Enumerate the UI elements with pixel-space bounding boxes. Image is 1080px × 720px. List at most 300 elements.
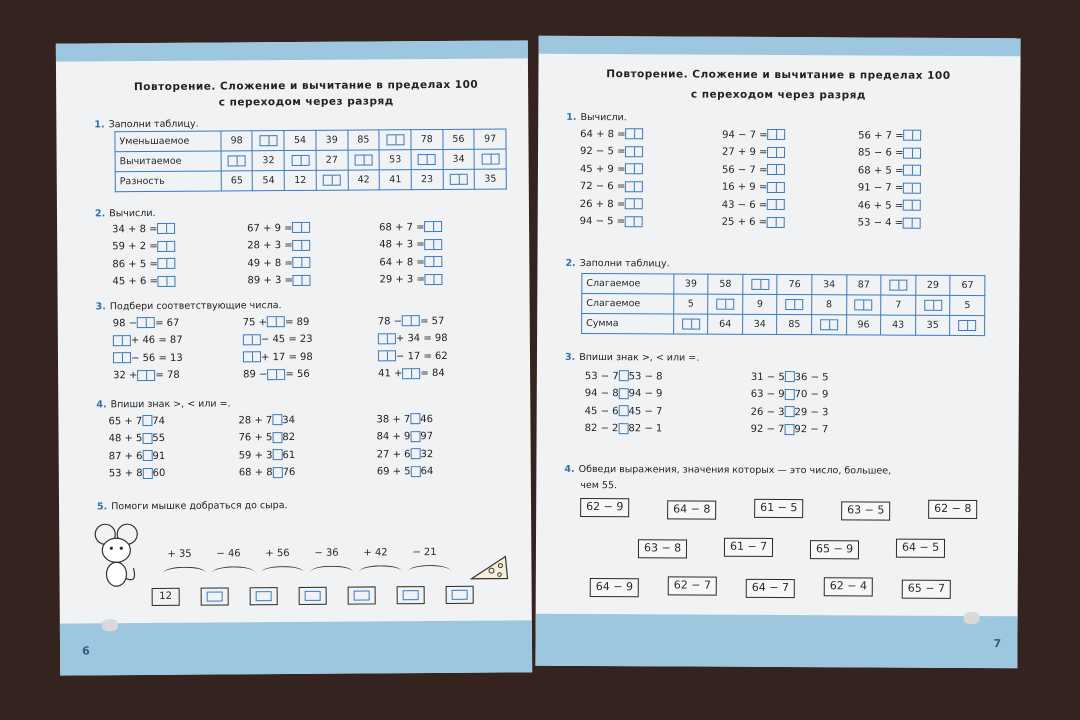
comparison-row — [109, 450, 166, 468]
expression-row — [858, 199, 921, 217]
answer-box[interactable] — [425, 238, 443, 249]
answer-box[interactable] — [243, 334, 261, 345]
answer-box[interactable] — [157, 223, 175, 234]
answer-box[interactable] — [158, 258, 176, 269]
sign-box[interactable] — [785, 389, 795, 400]
comparison-row — [377, 431, 434, 449]
chain-answer-box[interactable] — [299, 587, 327, 605]
expression-row — [112, 258, 176, 276]
expression-row — [379, 256, 443, 274]
empty-cell[interactable] — [443, 169, 475, 189]
answer-box[interactable] — [228, 155, 246, 166]
expression-text: 34 + 8 = — [112, 223, 158, 235]
expression-text: 16 + 9 = — [721, 181, 768, 193]
expression-row — [247, 239, 311, 257]
sign-box[interactable] — [273, 467, 283, 478]
comparison-row — [239, 466, 296, 484]
expression-text: 89 + 3 = — [247, 275, 293, 287]
row-label: Сумма — [582, 313, 674, 333]
ex3-column — [243, 316, 313, 386]
chain-operation: + 42 — [363, 547, 388, 559]
expression-text: 46 + 5 = — [857, 199, 904, 212]
expression-row — [379, 273, 443, 291]
ex4-column — [238, 414, 295, 484]
expression-row — [858, 217, 921, 235]
ex2-column — [247, 222, 311, 292]
row-label: Разность — [115, 171, 221, 192]
answer-box[interactable] — [402, 368, 420, 379]
comparison-left: 53 + 8 — [108, 468, 143, 480]
answer-box[interactable] — [293, 274, 311, 285]
comparison-row — [585, 422, 663, 440]
comparison-right: 97 — [420, 431, 434, 443]
table-cell: 54 — [284, 130, 316, 150]
answer-box[interactable] — [625, 198, 643, 209]
empty-cell[interactable] — [411, 149, 443, 169]
answer-box[interactable] — [113, 335, 131, 346]
answer-box[interactable] — [626, 128, 644, 139]
empty-cell[interactable] — [812, 315, 847, 335]
chain-operation: + 56 — [265, 548, 290, 560]
answer-box[interactable] — [386, 134, 404, 145]
table-cell: 98 — [221, 131, 253, 151]
expression-card[interactable]: 64 − 5 — [896, 539, 945, 558]
expression-card[interactable]: 61 − 7 — [724, 538, 773, 557]
equation-row — [243, 351, 313, 369]
empty-cell[interactable] — [673, 314, 708, 334]
cheese-illustration — [469, 553, 509, 583]
equation-row — [378, 332, 448, 350]
comparison-row — [376, 413, 433, 431]
expression-text: 26 + 8 = — [579, 198, 626, 210]
chain-operation: − 21 — [412, 547, 437, 559]
empty-cell[interactable] — [743, 274, 778, 294]
comparison-left: 48 + 5 — [108, 433, 143, 445]
expression-text: 29 + 3 = — [379, 274, 425, 286]
equation-part: 41 + — [378, 368, 403, 380]
expression-text: 56 − 7 = — [721, 164, 768, 176]
answer-box[interactable] — [137, 317, 155, 328]
answer-box[interactable] — [293, 239, 311, 250]
equation-row — [113, 369, 183, 387]
comparison-left: 59 + 3 — [238, 449, 273, 461]
answer-box[interactable] — [855, 299, 873, 310]
answer-box[interactable] — [292, 222, 310, 233]
exercise-4-heading-line2: чем 55. — [580, 479, 618, 492]
sign-box[interactable] — [410, 431, 420, 442]
answer-box[interactable] — [903, 217, 921, 228]
answer-box[interactable] — [293, 257, 311, 268]
bottom-band — [60, 620, 532, 675]
chain-arrow — [408, 565, 450, 577]
table-cell: 23 — [411, 169, 443, 189]
answer-box[interactable] — [450, 174, 468, 185]
sign-box[interactable] — [142, 432, 152, 443]
table-cell: 12 — [284, 170, 316, 190]
equation-part: − 17 = 62 — [395, 350, 448, 362]
expression-card[interactable]: 62 − 8 — [928, 500, 977, 519]
sign-box[interactable] — [410, 413, 420, 424]
answer-box[interactable] — [820, 319, 838, 330]
table-cell: 56 — [443, 129, 475, 149]
equation-row — [113, 352, 183, 370]
empty-cell[interactable] — [474, 149, 506, 169]
chain-operation: − 36 — [314, 547, 339, 559]
expression-text: 72 − 6 = — [579, 180, 626, 193]
equation-part: − 45 = 23 — [260, 333, 313, 346]
exercise-4-heading: 4. Впиши знак >, < или =. — [96, 398, 231, 411]
empty-cell[interactable] — [379, 130, 411, 150]
expression-text: 25 + 6 = — [721, 216, 768, 228]
row-label: Уменьшаемое — [115, 131, 221, 152]
equation-row — [243, 368, 313, 386]
answer-box[interactable] — [889, 280, 907, 291]
expression-text: 43 − 6 = — [721, 199, 768, 211]
expression-row — [722, 129, 785, 147]
comparison-right: 32 — [420, 448, 434, 460]
answer-box[interactable] — [751, 279, 769, 290]
answer-box[interactable] — [137, 369, 155, 380]
comparison-left: 28 + 7 — [238, 414, 273, 426]
expression-row — [722, 164, 785, 182]
comparison-row — [585, 387, 663, 405]
empty-cell[interactable] — [221, 151, 253, 171]
exercise-4-heading: 4. Обведи выражения, значения которых — это число, большее, — [564, 463, 892, 477]
chain-answer-box[interactable] — [397, 586, 425, 604]
equation-part: = 67 — [155, 317, 180, 329]
sign-box[interactable] — [142, 415, 152, 426]
answer-box[interactable] — [113, 352, 131, 363]
answer-box[interactable] — [767, 181, 785, 192]
ex3-column — [751, 371, 829, 441]
table-cell: 87 — [846, 275, 881, 295]
answer-box[interactable] — [682, 318, 700, 329]
comparison-right: 46 — [420, 413, 434, 425]
answer-box[interactable] — [767, 216, 785, 227]
empty-cell[interactable] — [777, 294, 812, 314]
sign-box[interactable] — [618, 405, 628, 416]
table-cell: 7 — [881, 295, 916, 315]
row-label: Вычитаемое — [115, 151, 221, 172]
chain-answer-box[interactable] — [348, 586, 376, 604]
answer-box[interactable] — [903, 130, 921, 141]
exercise-5-heading: 5. Помоги мышке добраться до сыра. — [96, 500, 288, 513]
table-cell: 58 — [708, 274, 743, 294]
table-cell: 34 — [443, 149, 475, 169]
comparison-left: 31 − 5 — [750, 371, 785, 383]
table-cell: 39 — [674, 274, 709, 294]
top-band — [56, 40, 528, 61]
comparison-left: 76 + 5 — [238, 432, 273, 444]
chain-answer-box[interactable] — [201, 587, 229, 605]
empty-cell[interactable] — [316, 170, 348, 190]
exercise-2-heading: 2. Вычисли. — [94, 207, 156, 220]
empty-cell[interactable] — [846, 295, 881, 315]
sign-box[interactable] — [785, 371, 795, 382]
empty-cell[interactable] — [284, 150, 316, 170]
comparison-right: 61 — [282, 449, 296, 461]
sign-box[interactable] — [784, 424, 794, 435]
expression-card[interactable]: 65 − 9 — [810, 540, 859, 559]
expression-text: 92 − 5 = — [580, 145, 626, 158]
ex2-column — [112, 223, 176, 293]
answer-box[interactable] — [425, 256, 443, 267]
comparison-right: 36 − 5 — [794, 371, 829, 383]
ex3-column — [113, 317, 183, 387]
sign-box[interactable] — [618, 423, 628, 434]
table-cell: 96 — [846, 315, 881, 335]
chain-arrow — [359, 565, 401, 577]
expression-row — [580, 128, 643, 146]
expression-row — [112, 275, 176, 293]
comparison-left: 27 + 6 — [376, 448, 411, 460]
exercise-3-heading: 3. Подбери соответствующие числа. — [95, 300, 282, 313]
answer-box[interactable] — [768, 129, 786, 140]
answer-box[interactable] — [767, 164, 785, 175]
equation-row — [243, 333, 313, 351]
expression-row — [858, 164, 921, 182]
expression-row — [247, 222, 311, 240]
comparison-right: 82 — [282, 431, 296, 444]
sign-box[interactable] — [272, 414, 282, 425]
empty-cell[interactable] — [708, 294, 743, 314]
answer-box[interactable] — [625, 163, 643, 174]
equation-part: 78 − — [377, 315, 403, 327]
answer-box[interactable] — [481, 154, 499, 165]
equation-part: = 84 — [420, 367, 445, 380]
chain-operation: + 35 — [167, 548, 192, 560]
chain-arrow — [261, 566, 303, 578]
expression-text: 28 + 3 = — [247, 240, 293, 252]
answer-box[interactable] — [243, 351, 261, 362]
answer-box[interactable] — [267, 316, 285, 327]
sign-box[interactable] — [619, 388, 629, 399]
comparison-right: 34 — [282, 414, 296, 426]
comparison-left: 94 − 8 — [584, 387, 619, 400]
equation-part: = 57 — [420, 315, 445, 327]
table-cell: 35 — [474, 169, 506, 189]
answer-box[interactable] — [267, 369, 285, 380]
equation-part: 32 + — [113, 370, 138, 382]
exercise-2-heading: 2. Заполни таблицу. — [565, 257, 670, 270]
answer-box[interactable] — [903, 147, 921, 158]
equation-row — [113, 334, 183, 352]
empty-cell[interactable] — [915, 295, 950, 315]
chain-arrow — [212, 566, 254, 578]
empty-cell[interactable] — [881, 275, 916, 295]
chain-start-box: 12 — [152, 588, 180, 606]
expression-text: 94 − 7 = — [722, 129, 768, 141]
left-page — [56, 40, 532, 675]
expression-row — [379, 238, 443, 256]
expression-text: 53 − 4 = — [857, 217, 904, 229]
answer-box[interactable] — [767, 199, 785, 210]
expression-card[interactable]: 62 − 4 — [824, 577, 873, 596]
expression-text: 85 − 6 = — [858, 147, 904, 159]
exercise-3-heading: 3. Впиши знак >, < или =. — [564, 351, 700, 364]
answer-box[interactable] — [418, 154, 436, 165]
top-band — [539, 36, 1021, 57]
comparison-right: 45 − 7 — [628, 405, 663, 417]
comparison-right: 55 — [152, 432, 166, 444]
expression-row — [858, 147, 921, 165]
expression-row — [722, 181, 785, 199]
equation-part: = 89 — [285, 316, 310, 328]
expression-card[interactable]: 64 − 8 — [667, 500, 716, 519]
sign-box[interactable] — [411, 466, 421, 477]
answer-box[interactable] — [425, 273, 443, 284]
sign-box[interactable] — [410, 448, 420, 459]
table-row — [582, 273, 985, 295]
expression-row — [858, 129, 921, 147]
answer-box[interactable] — [354, 154, 372, 165]
expression-text: 94 − 5 = — [579, 215, 626, 228]
page-number: 7 — [993, 637, 1002, 651]
table-cell: 39 — [316, 130, 348, 150]
right-table — [581, 273, 985, 336]
expression-row — [247, 257, 311, 275]
equation-part: = 78 — [155, 369, 180, 381]
expression-text: 27 + 9 = — [722, 146, 768, 158]
expression-text: 64 + 8 = — [580, 128, 626, 140]
equation-row — [113, 317, 183, 335]
expression-row — [580, 145, 643, 163]
comparison-left: 92 − 7 — [750, 423, 785, 436]
expression-row — [722, 199, 785, 217]
table-cell: 65 — [221, 171, 253, 191]
comparison-right: 94 − 9 — [628, 388, 663, 400]
equation-part: 98 − — [112, 317, 138, 329]
answer-box[interactable] — [767, 146, 785, 157]
table-cell: 34 — [812, 275, 847, 295]
answer-box[interactable] — [903, 182, 921, 193]
answer-box[interactable] — [158, 240, 176, 251]
comparison-right: 74 — [152, 415, 166, 427]
table-cell: 76 — [777, 274, 812, 294]
table-cell: 78 — [411, 129, 443, 149]
answer-box[interactable] — [625, 216, 643, 227]
ex1-column — [858, 129, 922, 234]
comparison-right: 82 − 1 — [628, 423, 663, 435]
expression-row — [112, 223, 176, 241]
sign-box[interactable] — [619, 370, 629, 381]
expression-text: 86 + 5 = — [112, 258, 158, 270]
expression-card[interactable]: 63 − 8 — [638, 539, 687, 558]
expression-row — [580, 180, 643, 198]
answer-box[interactable] — [378, 350, 396, 361]
ex1-column — [722, 129, 786, 234]
sign-box[interactable] — [143, 467, 153, 478]
answer-box[interactable] — [259, 135, 277, 146]
ex4-column — [108, 415, 165, 485]
answer-box[interactable] — [958, 320, 976, 331]
expression-text: 91 − 7 = — [857, 182, 904, 194]
comparison-left: 53 − 7 — [584, 370, 619, 382]
ex3-column — [378, 315, 448, 385]
table-row — [582, 293, 985, 315]
empty-cell[interactable] — [252, 131, 284, 151]
paw-decoration — [102, 619, 118, 631]
table-cell: 32 — [253, 151, 285, 171]
answer-box[interactable] — [323, 175, 341, 186]
chain-arrow — [310, 566, 352, 578]
comparison-row — [239, 431, 296, 449]
answer-box[interactable] — [378, 333, 396, 344]
expression-text: 68 + 7 = — [379, 221, 425, 233]
answer-box[interactable] — [785, 299, 803, 310]
answer-box[interactable] — [716, 299, 734, 310]
comparison-row — [751, 371, 829, 389]
answer-box[interactable] — [625, 181, 643, 192]
equation-part: + 46 = 87 — [130, 334, 183, 347]
expression-text: 45 + 9 = — [579, 163, 626, 175]
expression-card[interactable]: 63 − 5 — [841, 501, 890, 520]
sign-box[interactable] — [142, 450, 152, 461]
comparison-right: 92 − 7 — [794, 424, 829, 436]
equation-part: 89 − — [243, 369, 268, 381]
sign-box[interactable] — [272, 449, 282, 460]
expression-row — [580, 198, 643, 216]
answer-box[interactable] — [903, 200, 921, 211]
sign-box[interactable] — [784, 406, 794, 417]
exercise-1-heading: 1. Вычисли. — [566, 111, 627, 124]
table-cell: 85 — [777, 314, 812, 334]
answer-box[interactable] — [291, 155, 309, 166]
comparison-left: 45 − 6 — [584, 405, 619, 417]
ex1-column — [580, 128, 644, 233]
row-label: Слагаемое — [582, 293, 674, 313]
answer-box[interactable] — [924, 300, 942, 311]
expression-row — [858, 182, 921, 200]
comparison-left: 87 + 6 — [108, 450, 143, 462]
paw-decoration — [964, 612, 980, 624]
comparison-row — [377, 448, 434, 466]
empty-cell[interactable] — [950, 315, 985, 335]
table-cell: 9 — [743, 294, 778, 314]
answer-box[interactable] — [903, 165, 921, 176]
comparison-row — [751, 423, 829, 441]
chain-answer-box[interactable] — [446, 586, 474, 604]
answer-box[interactable] — [158, 275, 176, 286]
comparison-right: 91 — [152, 450, 166, 462]
comparison-right: 60 — [152, 467, 166, 479]
chain-arrow — [163, 567, 205, 579]
expression-card[interactable]: 64 − 7 — [746, 579, 795, 598]
row-label: Слагаемое — [582, 273, 674, 293]
expression-card[interactable]: 62 − 7 — [668, 576, 717, 595]
expression-row — [580, 163, 643, 181]
table-cell: 85 — [347, 130, 379, 150]
comparison-right: 70 − 9 — [794, 389, 829, 401]
sign-box[interactable] — [272, 432, 282, 443]
expression-card[interactable]: 62 − 9 — [580, 498, 629, 517]
expression-text: 67 + 9 = — [247, 222, 293, 234]
chain-answer-box[interactable] — [250, 587, 278, 605]
expression-card[interactable]: 64 − 9 — [590, 578, 639, 597]
answer-box[interactable] — [424, 221, 442, 232]
answer-box[interactable] — [402, 315, 420, 326]
expression-row — [379, 221, 443, 239]
comparison-right: 76 — [282, 466, 296, 479]
comparison-right: 29 − 3 — [794, 406, 829, 418]
expression-card[interactable]: 65 − 7 — [902, 580, 951, 599]
comparison-row — [109, 467, 166, 485]
answer-box[interactable] — [625, 146, 643, 157]
empty-cell[interactable] — [348, 150, 380, 170]
table-cell: 27 — [316, 150, 348, 170]
table-cell: 35 — [915, 315, 950, 335]
expression-card[interactable]: 61 − 5 — [754, 499, 803, 518]
